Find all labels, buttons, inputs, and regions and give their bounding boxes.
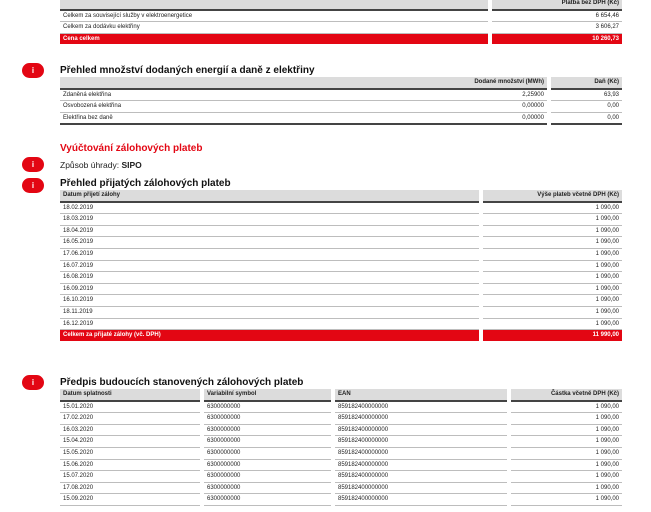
info-icon[interactable]: i <box>22 178 44 193</box>
table-row: 16.12.2019 1 090,00 <box>60 318 622 330</box>
received-table <box>60 190 622 341</box>
info-icon[interactable]: i <box>22 63 44 78</box>
table-row: Elektřina bez daně 0,00000 0,00 <box>60 112 622 124</box>
info-icon[interactable]: i <box>22 157 44 172</box>
summary-header-amount: Platba bez DPH (Kč) <box>492 0 622 10</box>
table-row: 15.04.2020 6300000000 859182400000000 1 090,00 <box>60 436 622 448</box>
received-total-row: Celkem za přijaté zálohy (vč. DPH) 11 990,00 <box>60 330 622 341</box>
table-row: 18.11.2019 1 090,00 <box>60 306 622 318</box>
table-row: 15.06.2020 6300000000 859182400000000 1 090,00 <box>60 459 622 471</box>
summary-table <box>60 0 622 44</box>
table-row: 17.06.2019 1 090,00 <box>60 248 622 260</box>
table-row: 18.02.2019 1 090,00 <box>60 202 622 214</box>
summary-total-row: Cena celkem 10 260,73 <box>60 33 622 44</box>
billing-section-title: Vyúčtování zálohových plateb <box>60 143 203 154</box>
future-header-row: Datum splatnosti Variabilní symbol EAN Částka včetně DPH (Kč) <box>60 389 622 401</box>
energy-table <box>60 77 622 125</box>
table-row: 15.09.2020 6300000000 859182400000000 1 090,00 <box>60 494 622 506</box>
table-row: 18.03.2019 1 090,00 <box>60 214 622 226</box>
received-section-title: Přehled přijatých zálohových plateb <box>60 178 231 189</box>
table-row: Celkem za související služby v elektroenergetice 6 654,46 <box>60 10 622 22</box>
payment-method-value: SIPO <box>121 160 142 170</box>
payment-method: Způsob úhrady: SIPO <box>60 160 142 170</box>
summary-header-row <box>60 0 622 10</box>
energy-header-row: Dodané množství (MWh) Daň (Kč) <box>60 77 622 89</box>
table-row: 16.09.2019 1 090,00 <box>60 283 622 295</box>
table-row: 16.03.2020 6300000000 859182400000000 1 090,00 <box>60 424 622 436</box>
table-row: Zdaněná elektřina 2,25900 63,93 <box>60 89 622 101</box>
table-row: 15.05.2020 6300000000 859182400000000 1 090,00 <box>60 447 622 459</box>
future-section-title: Předpis budoucích stanovených zálohových plateb <box>60 377 304 388</box>
table-row: 16.08.2019 1 090,00 <box>60 272 622 284</box>
future-table <box>60 389 622 506</box>
table-row: 17.08.2020 6300000000 859182400000000 1 090,00 <box>60 482 622 494</box>
energy-section-title: Přehled množství dodaných energií a daně z elektřiny <box>60 65 315 76</box>
table-row: 15.01.2020 6300000000 859182400000000 1 090,00 <box>60 401 622 413</box>
table-row: 16.07.2019 1 090,00 <box>60 260 622 272</box>
table-row: 18.04.2019 1 090,00 <box>60 225 622 237</box>
received-header-row: Datum přijetí zálohy Výše plateb včetně DPH (Kč) <box>60 190 622 202</box>
table-row: 16.05.2019 1 090,00 <box>60 237 622 249</box>
table-row: 16.10.2019 1 090,00 <box>60 295 622 307</box>
table-row: 15.07.2020 6300000000 859182400000000 1 090,00 <box>60 471 622 483</box>
table-row: 17.02.2020 6300000000 859182400000000 1 090,00 <box>60 413 622 425</box>
table-row: Osvobozená elektřina 0,00000 0,00 <box>60 101 622 113</box>
info-icon[interactable]: i <box>22 375 44 390</box>
table-row: Celkem za dodávku elektřiny 3 606,27 <box>60 22 622 34</box>
